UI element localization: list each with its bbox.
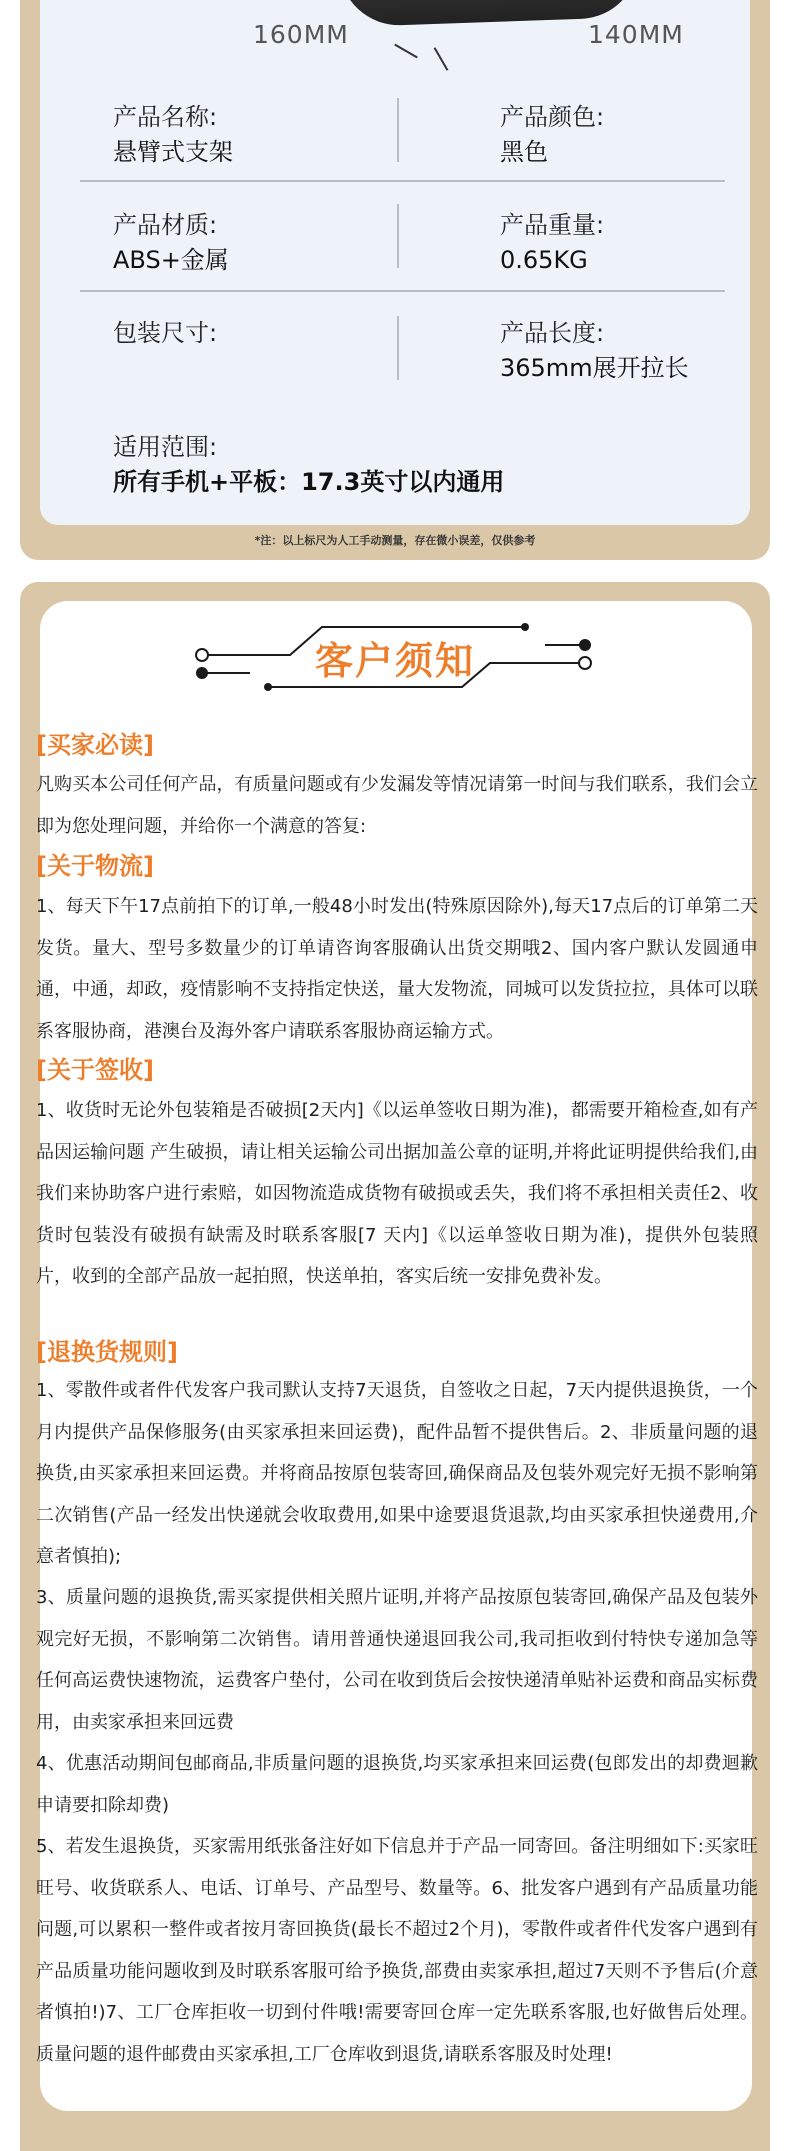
spec-color: [500, 100, 604, 170]
section-buyer-text: 凡购买本公司任何产品，有质量问题或有少发漏发等情况请第一时间与我们联系，我们会立即为您处理问题，并给你一个满意的答复:: [36, 774, 758, 837]
spec-material-label: 产品材质:: [113, 211, 218, 239]
spec-material: [113, 208, 229, 278]
section-signing-text: 1、收货时无论外包装箱是否破损[2天内]《以运单签收日期为准)，都需要开箱检查,如有产品因运输问题 产生破损，请让相关运输公司出据加盖公章的证明,并将此证明提供给我们,由我们来协助客户进行索赔，如因物流造成货物有破损或丢失，我们将不承担相关责任2、收货时包装没有破损有缺需及时联系客服[7 天内]《以运单签收日期为准)，提供外包装照片，收到的全部产品放一起拍照，快送单拍，客实后统一安排免费补发。: [36, 1100, 758, 1287]
spec-panel: [40, 0, 750, 525]
spec-scope-value: 所有手机+平板：17.3英寸以内通用: [113, 468, 505, 496]
spec-length-value: 365mm展开拉长: [500, 354, 689, 382]
dimension-right: 140MM: [588, 20, 684, 49]
section-returns-text-4: 5、若发生退换货，买家需用纸张备注好如下信息并于产品一同寄回。备注明细如下:买家旺旺号、收货联系人、电话、订单号、产品型号、数量等。6、批发客户遇到有产品质量功能问题,可以累积一整件或者按月寄回换货(最长不超过2个月)，零散件或者件代发客户遇到有产品质量功能问题收到及时联系客服可给予换货,部费由卖家承担,超过7天则不予售后(介意者慎拍!)7、工厂仓库拒收一切到付件哦!需要寄回仓库一定先联系客服,也好做售后处理。质量问题的退件邮费由买家承担,工厂仓库收到退货,请联系客服及时处理!: [36, 1836, 758, 2065]
section-returns-text-1: 1、零散件或者件代发客户我司默认支持7天退货，自签收之日起，7天内提供退换货，一个月内提供产品保修服务(由买家承担来回运费)，配件品暂不提供售后。2、非质量问题的退换货,由买家承担来回运费。并将商品按原包装寄回,确保商品及包装外观完好无损不影响第二次销售(产品一经发出快递就会收取费用,如果中途要退货退款,均由买家承担快递费用,介意者慎拍);: [36, 1380, 758, 1567]
spec-color-label: 产品颜色:: [500, 103, 605, 131]
spec-name-label: 产品名称:: [113, 103, 218, 131]
measurement-note: *注：以上标尺为人工手动测量，存在微小误差，仅供参考: [254, 534, 536, 547]
dimension-marker-right: [434, 47, 449, 71]
section-heading-signing: [关于签收]: [36, 1056, 154, 1084]
section-returns-text-2: 3、质量问题的退换货,需买家提供相关照片证明,并将产品按原包装寄回,确保产品及包装外观完好无损，不影响第二次销售。请用普通快递退回我公司,我司拒收到付特快专递加急等任何高运费快速物流，运费客户垫付，公司在收到货后会按快递清单贴补运费和商品实标费用，由卖家承担来回远费: [36, 1587, 758, 1733]
spec-divider-h1: [80, 180, 725, 182]
spec-divider-v3: [397, 316, 399, 380]
spec-weight-value: 0.65KG: [500, 246, 588, 274]
spec-scope-label: 适用范围:: [113, 433, 218, 461]
dimension-left: 160MM: [253, 20, 349, 49]
spec-divider-v1: [397, 98, 399, 162]
spec-weight: [500, 208, 604, 278]
dimension-marker-left: [394, 44, 418, 59]
section-returns-text-3: 4、优惠活动期间包邮商品,非质量问题的退换货,均买家承担来回运费(包郎发出的却费迴歉申请要扣除却费): [36, 1753, 758, 1816]
section-heading-buyer: [买家必读]: [36, 731, 154, 759]
section-heading-returns: [退换货规则]: [36, 1338, 178, 1366]
spec-length-label: 产品长度:: [500, 319, 605, 347]
spec-color-value: 黑色: [500, 138, 548, 166]
section-heading-logistics: [关于物流]: [36, 852, 154, 880]
section-logistics-text: 1、每天下午17点前拍下的订单,一般48小时发出(特殊原因除外),每天17点后的订单第二天发货。量大、型号多数量少的订单请咨询客服确认出货交期哦2、国内客户默认发圆通申通，中通，却政，疫情影响不支持指定快送，量大发物流，同城可以发货拉拉，具体可以联系客服协商，港澳台及海外客户请联系客服协商运输方式。: [36, 896, 758, 1042]
spec-length: [500, 316, 689, 386]
spec-weight-label: 产品重量:: [500, 211, 605, 239]
spec-material-value: ABS+金属: [113, 246, 229, 274]
spec-scope: [113, 430, 504, 500]
spec-divider-v2: [397, 204, 399, 268]
spec-name-value: 悬臂式支架: [113, 138, 233, 166]
spec-package: [113, 316, 217, 350]
spec-package-label: 包装尺寸:: [113, 319, 218, 347]
notice-title: 客户须知: [314, 639, 475, 683]
spec-divider-h2: [80, 290, 725, 292]
spec-name: [113, 100, 233, 170]
